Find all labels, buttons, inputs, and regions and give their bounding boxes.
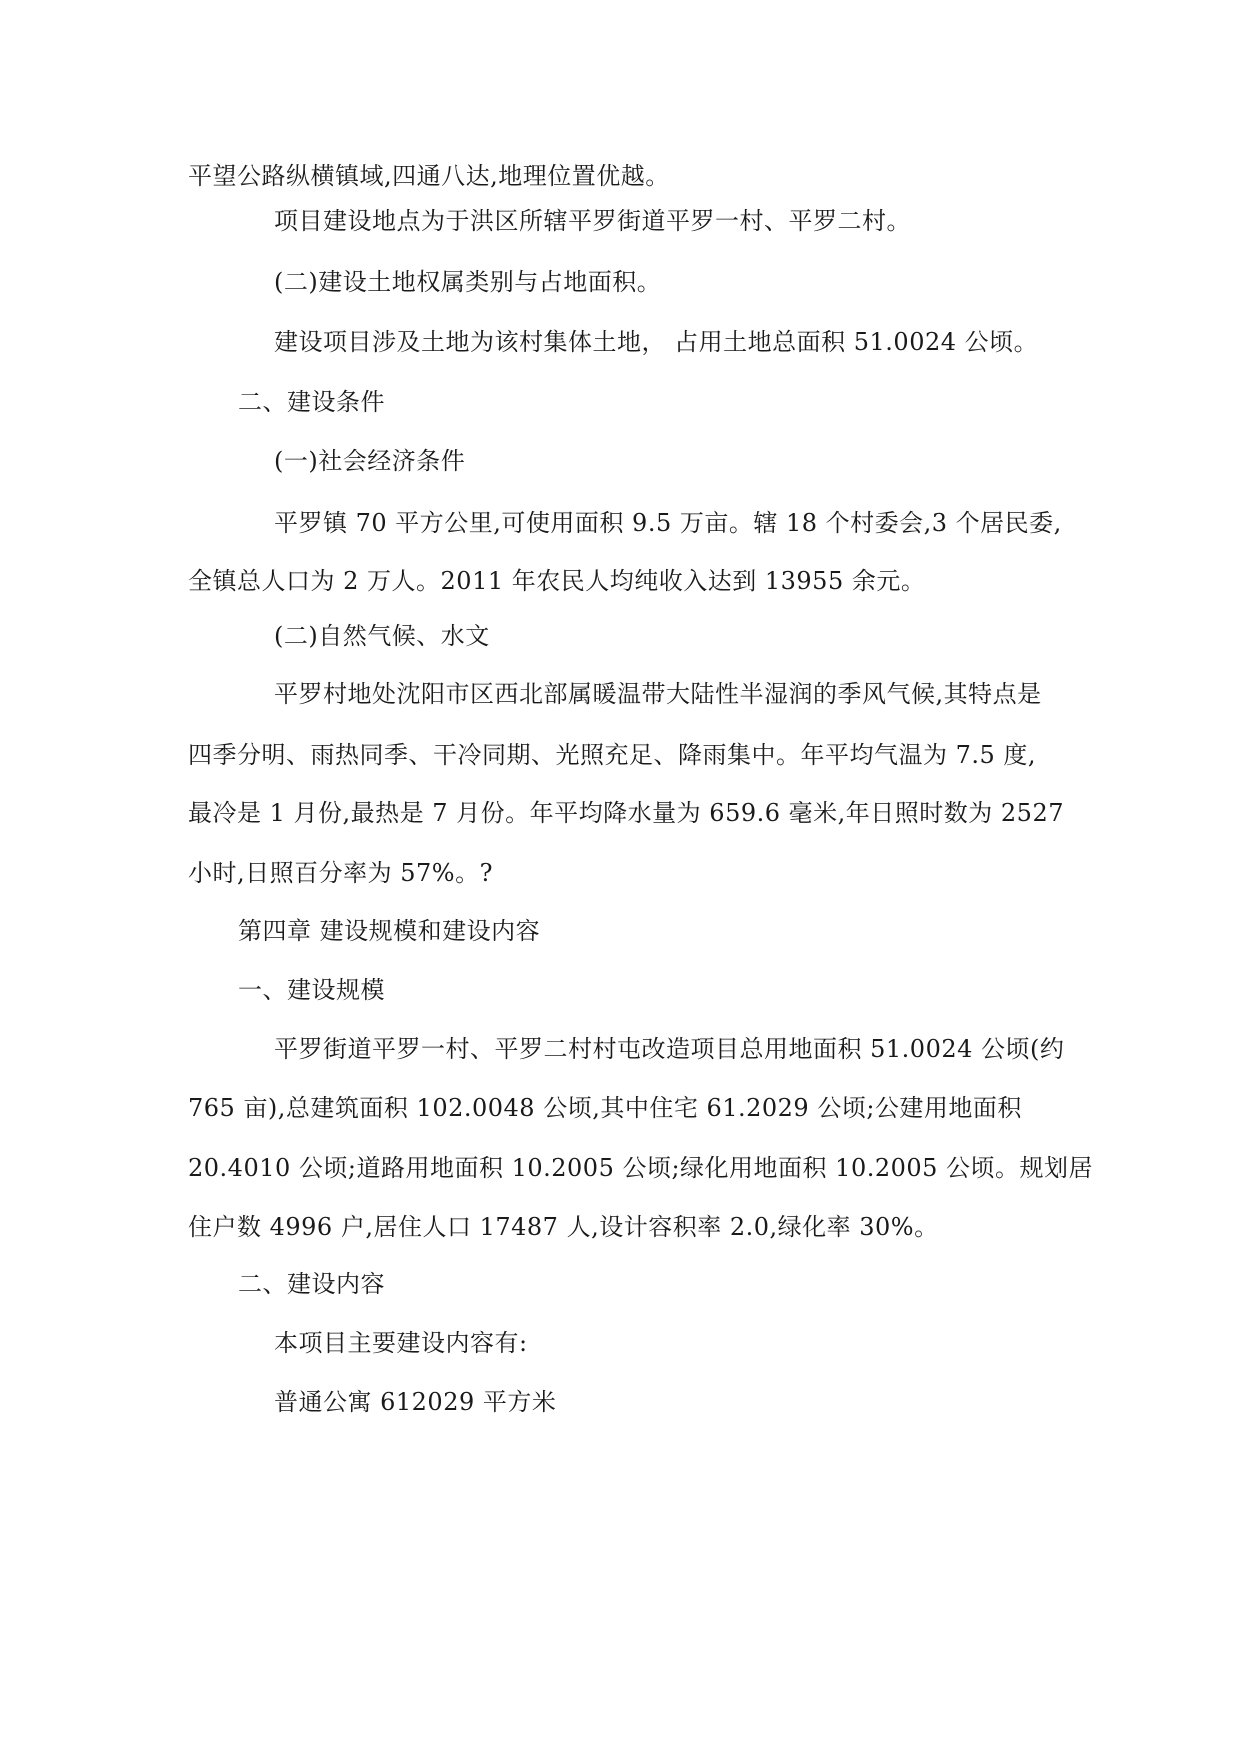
paragraph-line-content-intro: 本项目主要建设内容有: [274, 1329, 528, 1357]
subheading-climate: (二)自然气候、水文 [274, 622, 490, 650]
paragraph-line-climate-4: 小时,日照百分率为 57%。? [188, 859, 493, 887]
paragraph-line-population: 全镇总人口为 2 万人。2011 年农民人均纯收入达到 13955 余元。 [188, 567, 926, 595]
subheading-land-ownership: (二)建设土地权属类别与占地面积。 [274, 268, 662, 296]
paragraph-line-climate-2: 四季分明、雨热同季、干冷同期、光照充足、降雨集中。年平均气温为 7.5 度, [188, 741, 1037, 769]
subheading-socioeconomic: (一)社会经济条件 [274, 447, 466, 475]
paragraph-line-location-continued: 平望公路纵横镇域,四通八达,地理位置优越。 [188, 162, 670, 190]
paragraph-line-scale-2: 765 亩),总建筑面积 102.0048 公顷,其中住宅 61.2029 公顷;公建用地面积 [188, 1094, 1022, 1122]
paragraph-line-scale-1: 平罗街道平罗一村、平罗二村村屯改造项目总用地面积 51.0024 公顷(约 [274, 1035, 1065, 1063]
paragraph-line-climate-3: 最冷是 1 月份,最热是 7 月份。年平均降水量为 659.6 毫米,年日照时数为 2527 [188, 799, 1064, 827]
section-heading-conditions: 二、建设条件 [238, 388, 385, 416]
paragraph-line-project-site: 项目建设地点为于洪区所辖平罗街道平罗一村、平罗二村。 [274, 207, 911, 235]
section-heading-scale: 一、建设规模 [238, 976, 385, 1004]
paragraph-line-town-area: 平罗镇 70 平方公里,可使用面积 9.5 万亩。辖 18 个村委会,3 个居民委, [274, 509, 1062, 537]
paragraph-line-scale-4: 住户数 4996 户,居住人口 17487 人,设计容积率 2.0,绿化率 30%。 [188, 1213, 939, 1241]
paragraph-line-land-area: 建设项目涉及土地为该村集体土地， 占用土地总面积 51.0024 公顷。 [274, 328, 1039, 356]
paragraph-line-climate-1: 平罗村地处沈阳市区西北部属暖温带大陆性半湿润的季风气候,其特点是 [274, 680, 1042, 708]
paragraph-line-apartments: 普通公寓 612029 平方米 [274, 1388, 557, 1416]
section-heading-content: 二、建设内容 [238, 1270, 385, 1298]
chapter-heading: 第四章 建设规模和建设内容 [238, 917, 541, 945]
paragraph-line-scale-3: 20.4010 公顷;道路用地面积 10.2005 公顷;绿化用地面积 10.2005 公顷。规划居 [188, 1154, 1094, 1182]
